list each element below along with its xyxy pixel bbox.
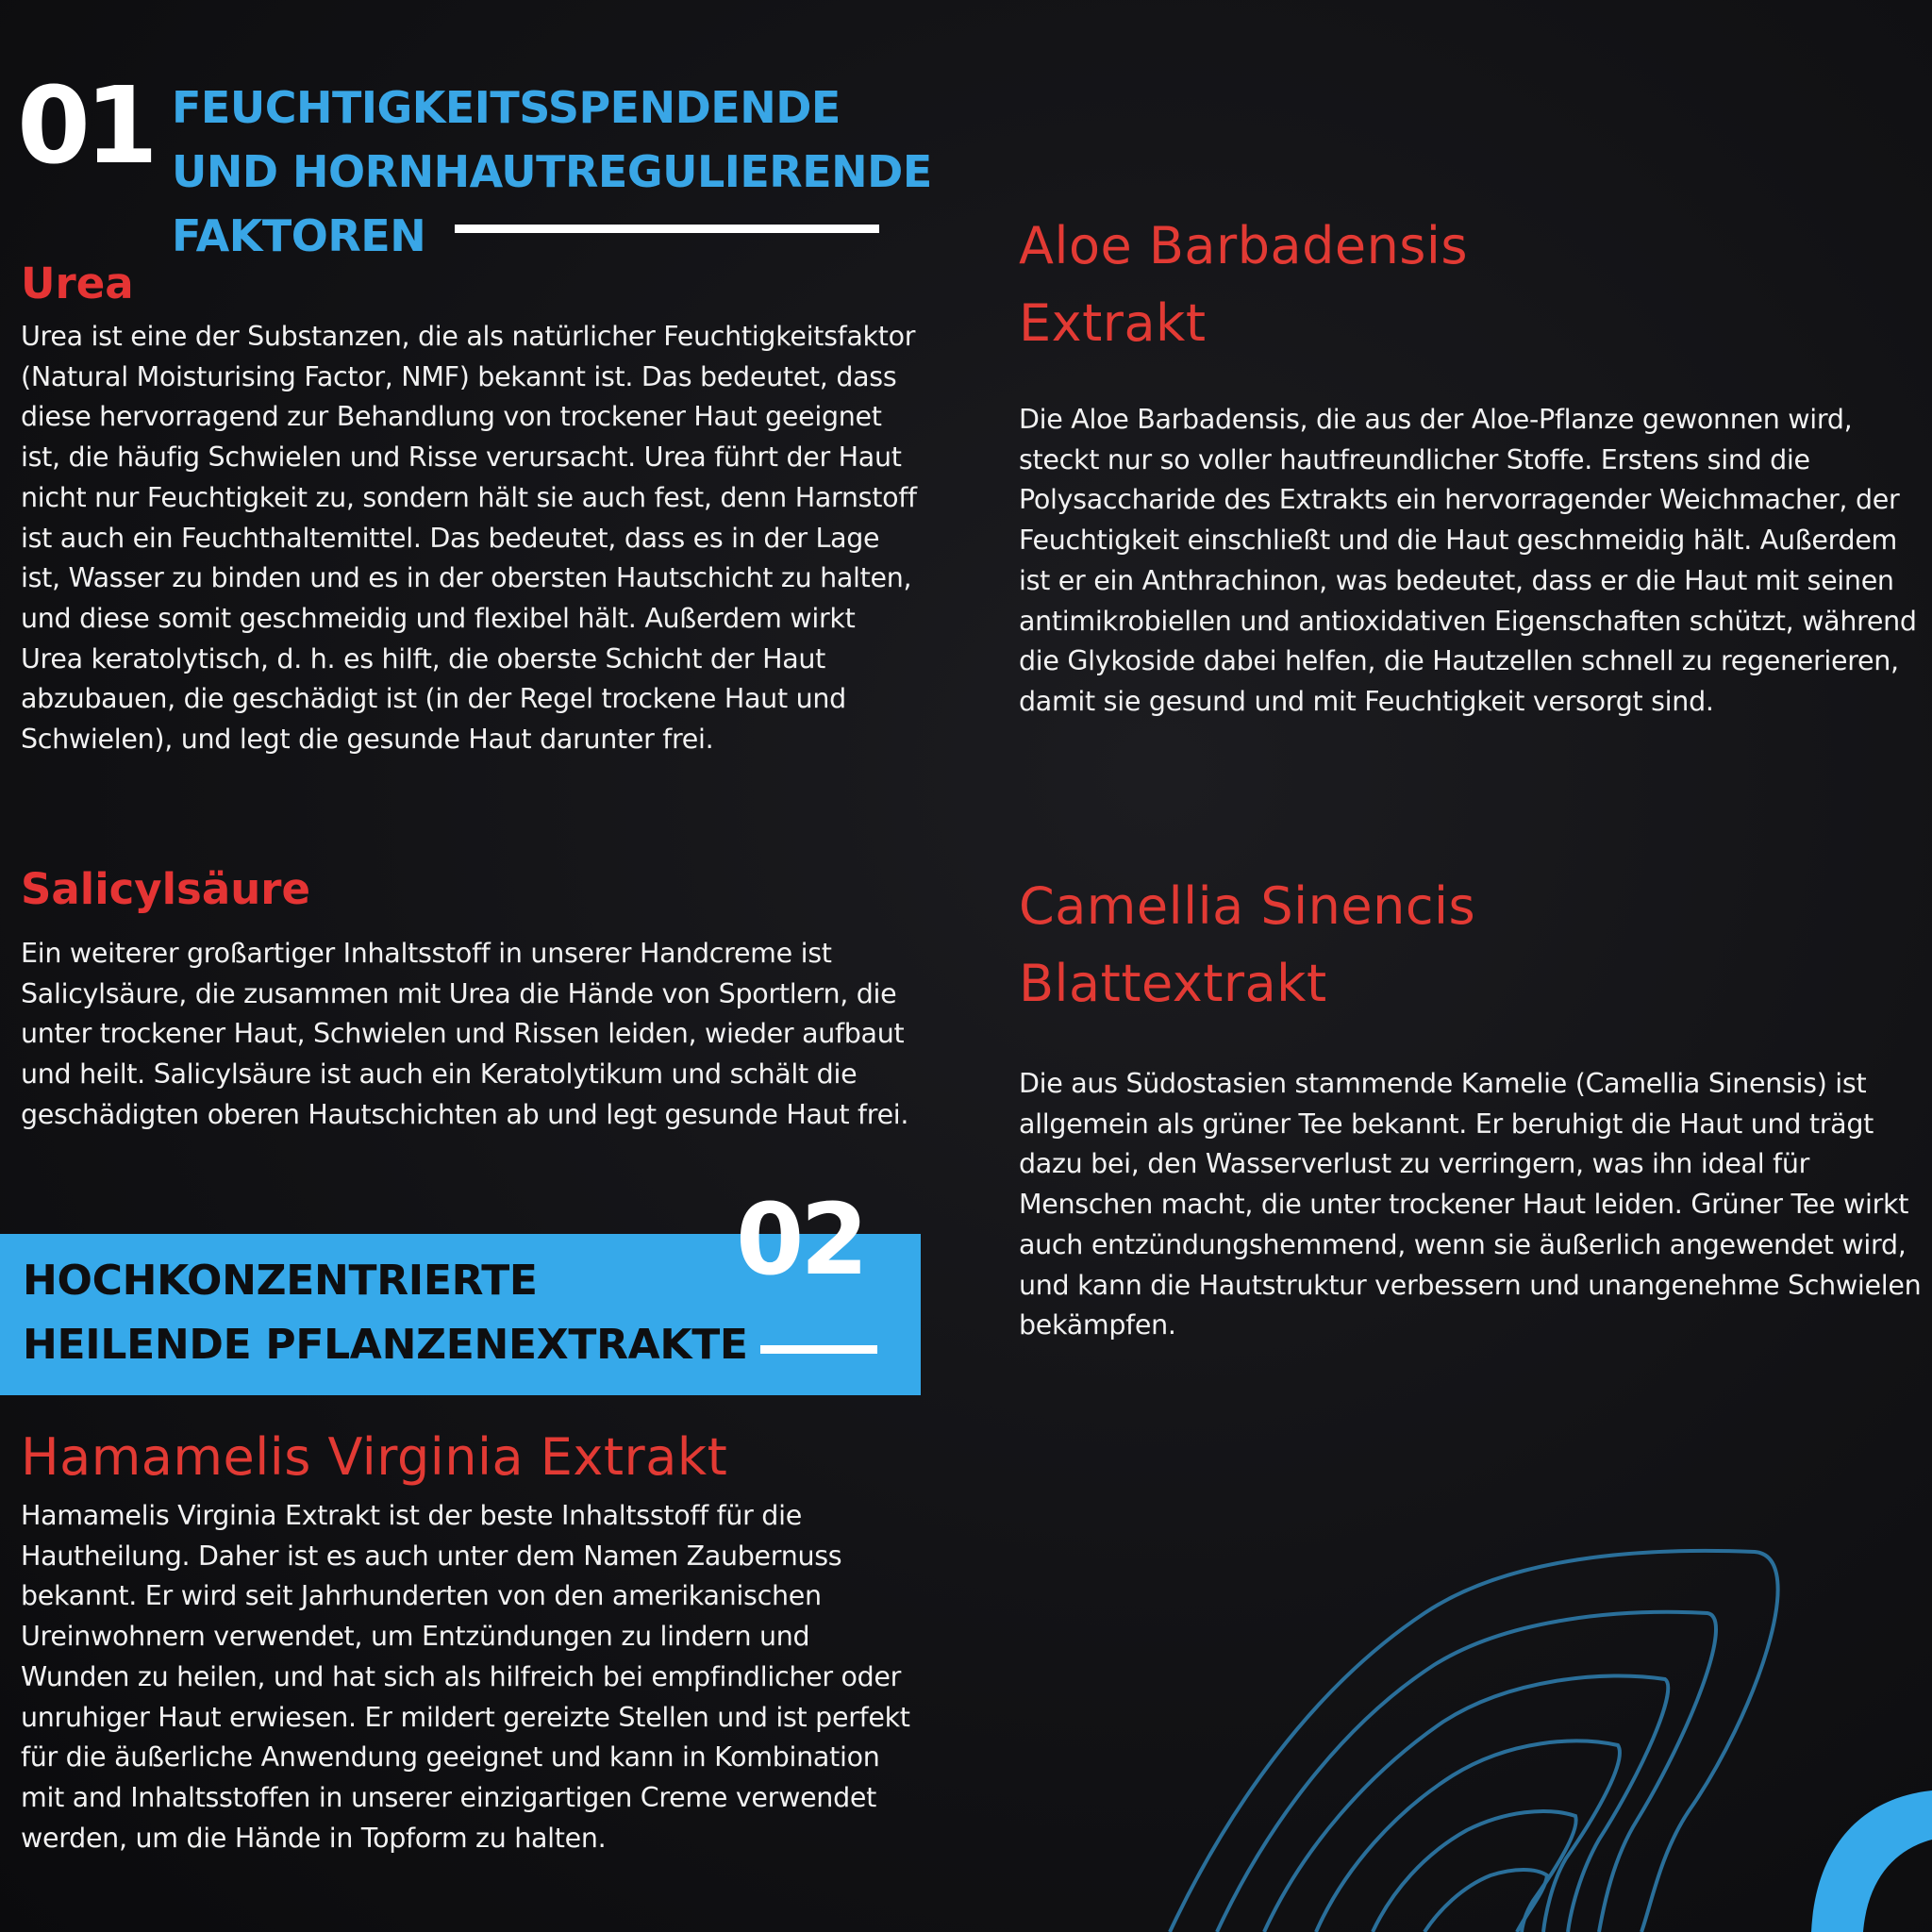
ingredient-title-hamamelis: Hamamelis Virginia Extrakt xyxy=(21,1427,728,1487)
section-heading-01-line-2: UND HORNHAUTREGULIERENDE xyxy=(172,146,932,197)
ingredient-title-salicylsaeure: Salicylsäure xyxy=(21,864,310,914)
ingredient-text-salicylsaeure: Ein weiterer großartiger Inhaltsstoff in unserer Handcreme ist Salicylsäure, die zusammen mit Urea die Hände von Sportlern, die unter trockener Haut, Schwielen und Rissen leiden, wieder aufbaut und heilt. Salicylsäure ist auch ein Keratolytikum und schält die geschädigten oberen Hautschichten ab und legt gesunde Haut frei. xyxy=(21,938,909,1130)
topo-line-6 xyxy=(1424,1870,1547,1932)
topo-line-2 xyxy=(1217,1612,1716,1932)
section-heading-01-line-1: FEUCHTIGKEITSSPENDENDE xyxy=(172,82,841,133)
ingredient-title-camellia-line-2: Blattextrakt xyxy=(1019,954,1327,1013)
section-heading-02-line-1: HOCHKONZENTRIERTE xyxy=(23,1257,538,1305)
section-heading-01-rule xyxy=(455,225,879,233)
ingredient-title-aloe xyxy=(1019,208,1468,362)
ingredient-text-hamamelis: Hamamelis Virginia Extrakt ist der beste Inhaltsstoff für die Hautheilung. Daher ist es auch unter dem Namen Zaubernuss bekannt. Er wird seit Jahrhunderten von den amerikanischen Ureinwohnern verwendet, um Entzündungen zu lindern und Wunden zu heilen, und hat sich als hilfreich bei empfindlicher oder unruhiger Haut erwiesen. Er mildert gereizte Stellen und ist perfekt für die äußerliche Anwendung geeignet und kann in Kombination mit and Inhaltsstoffen in unserer einzigartigen Creme verwendet werden, um die Hände in Topform zu halten. xyxy=(21,1500,910,1854)
ingredient-text-aloe: Die Aloe Barbadensis, die aus der Aloe-Pflanze gewonnen wird, steckt nur so voller hautfreundlicher Stoffe. Erstens sind die Polysaccharide des Extrakts ein hervorragender Weichmacher, der Feuchtigkeit einschließt und die Haut geschmeidig hält. Außerdem ist er ein Anthrachinon, was bedeutet, dass er die Haut mit seinen antimikrobiellen und antioxidativen Eigenschaften schützt, während die Glykoside dabei helfen, die Hautzellen schnell zu regenerieren, damit sie gesund und mit Feuchtigkeit versorgt sind. xyxy=(1019,404,1917,717)
section-number-02: 02 xyxy=(736,1182,865,1297)
topo-line-1 xyxy=(1170,1551,1778,1932)
ingredient-text-urea: Urea ist eine der Substanzen, die als natürlicher Feuchtigkeitsfaktor (Natural Moisturising Factor, NMF) bekannt ist. Das bedeutet, dass diese hervorragend zur Behandlung von trockener Haut geeignet ist, die häufig Schwielen und Risse verursacht. Urea führt der Haut nicht nur Feuchtigkeit zu, sondern hält sie auch fest, denn Harnstoff ist auch ein Feuchthaltemittel. Das bedeutet, dass es in der Lage ist, Wasser zu binden und es in der obersten Hautschicht zu halten, und diese somit geschmeidig und flexibel hält. Außerdem wirkt Urea keratolytisch, d. h. es hilft, die oberste Schicht der Haut abzubauen, die geschädigt ist (in der Regel trockene Haut und Schwielen), und legt die gesunde Haut darunter frei. xyxy=(21,321,917,756)
ingredient-title-urea: Urea xyxy=(21,258,134,308)
section-heading-02 xyxy=(23,1249,777,1377)
section-heading-02-line-2: HEILENDE PFLANZENEXTRAKTE xyxy=(23,1321,748,1369)
ingredient-title-aloe-line-2: Extrakt xyxy=(1019,293,1207,353)
topographic-lines-decoration xyxy=(1113,1528,1932,1932)
ingredient-text-camellia: Die aus Südostasien stammende Kamelie (Camellia Sinensis) ist allgemein als grüner Tee bekannt. Er beruhigt die Haut und trägt dazu bei, den Wasserverlust zu verringern, was ihn ideal für Menschen macht, die unter trockener Haut leiden. Grüner Tee wirkt auch entzündungshemmend, wenn sie äußerlich angewendet wird, und kann die Hautstruktur verbessern und unangenehme Schwielen bekämpfen. xyxy=(1019,1068,1922,1341)
section-number-01: 01 xyxy=(17,65,153,188)
section-heading-01-line-3: FAKTOREN xyxy=(172,210,426,261)
ingredient-title-camellia-line-1: Camellia Sinencis xyxy=(1019,876,1476,936)
blue-arc-shape xyxy=(1811,1790,1932,1932)
section-heading-02-rule xyxy=(760,1345,877,1354)
ingredient-title-aloe-line-1: Aloe Barbadensis xyxy=(1019,216,1469,275)
section-heading-01 xyxy=(172,75,932,268)
ingredient-title-camellia xyxy=(1019,868,1475,1023)
